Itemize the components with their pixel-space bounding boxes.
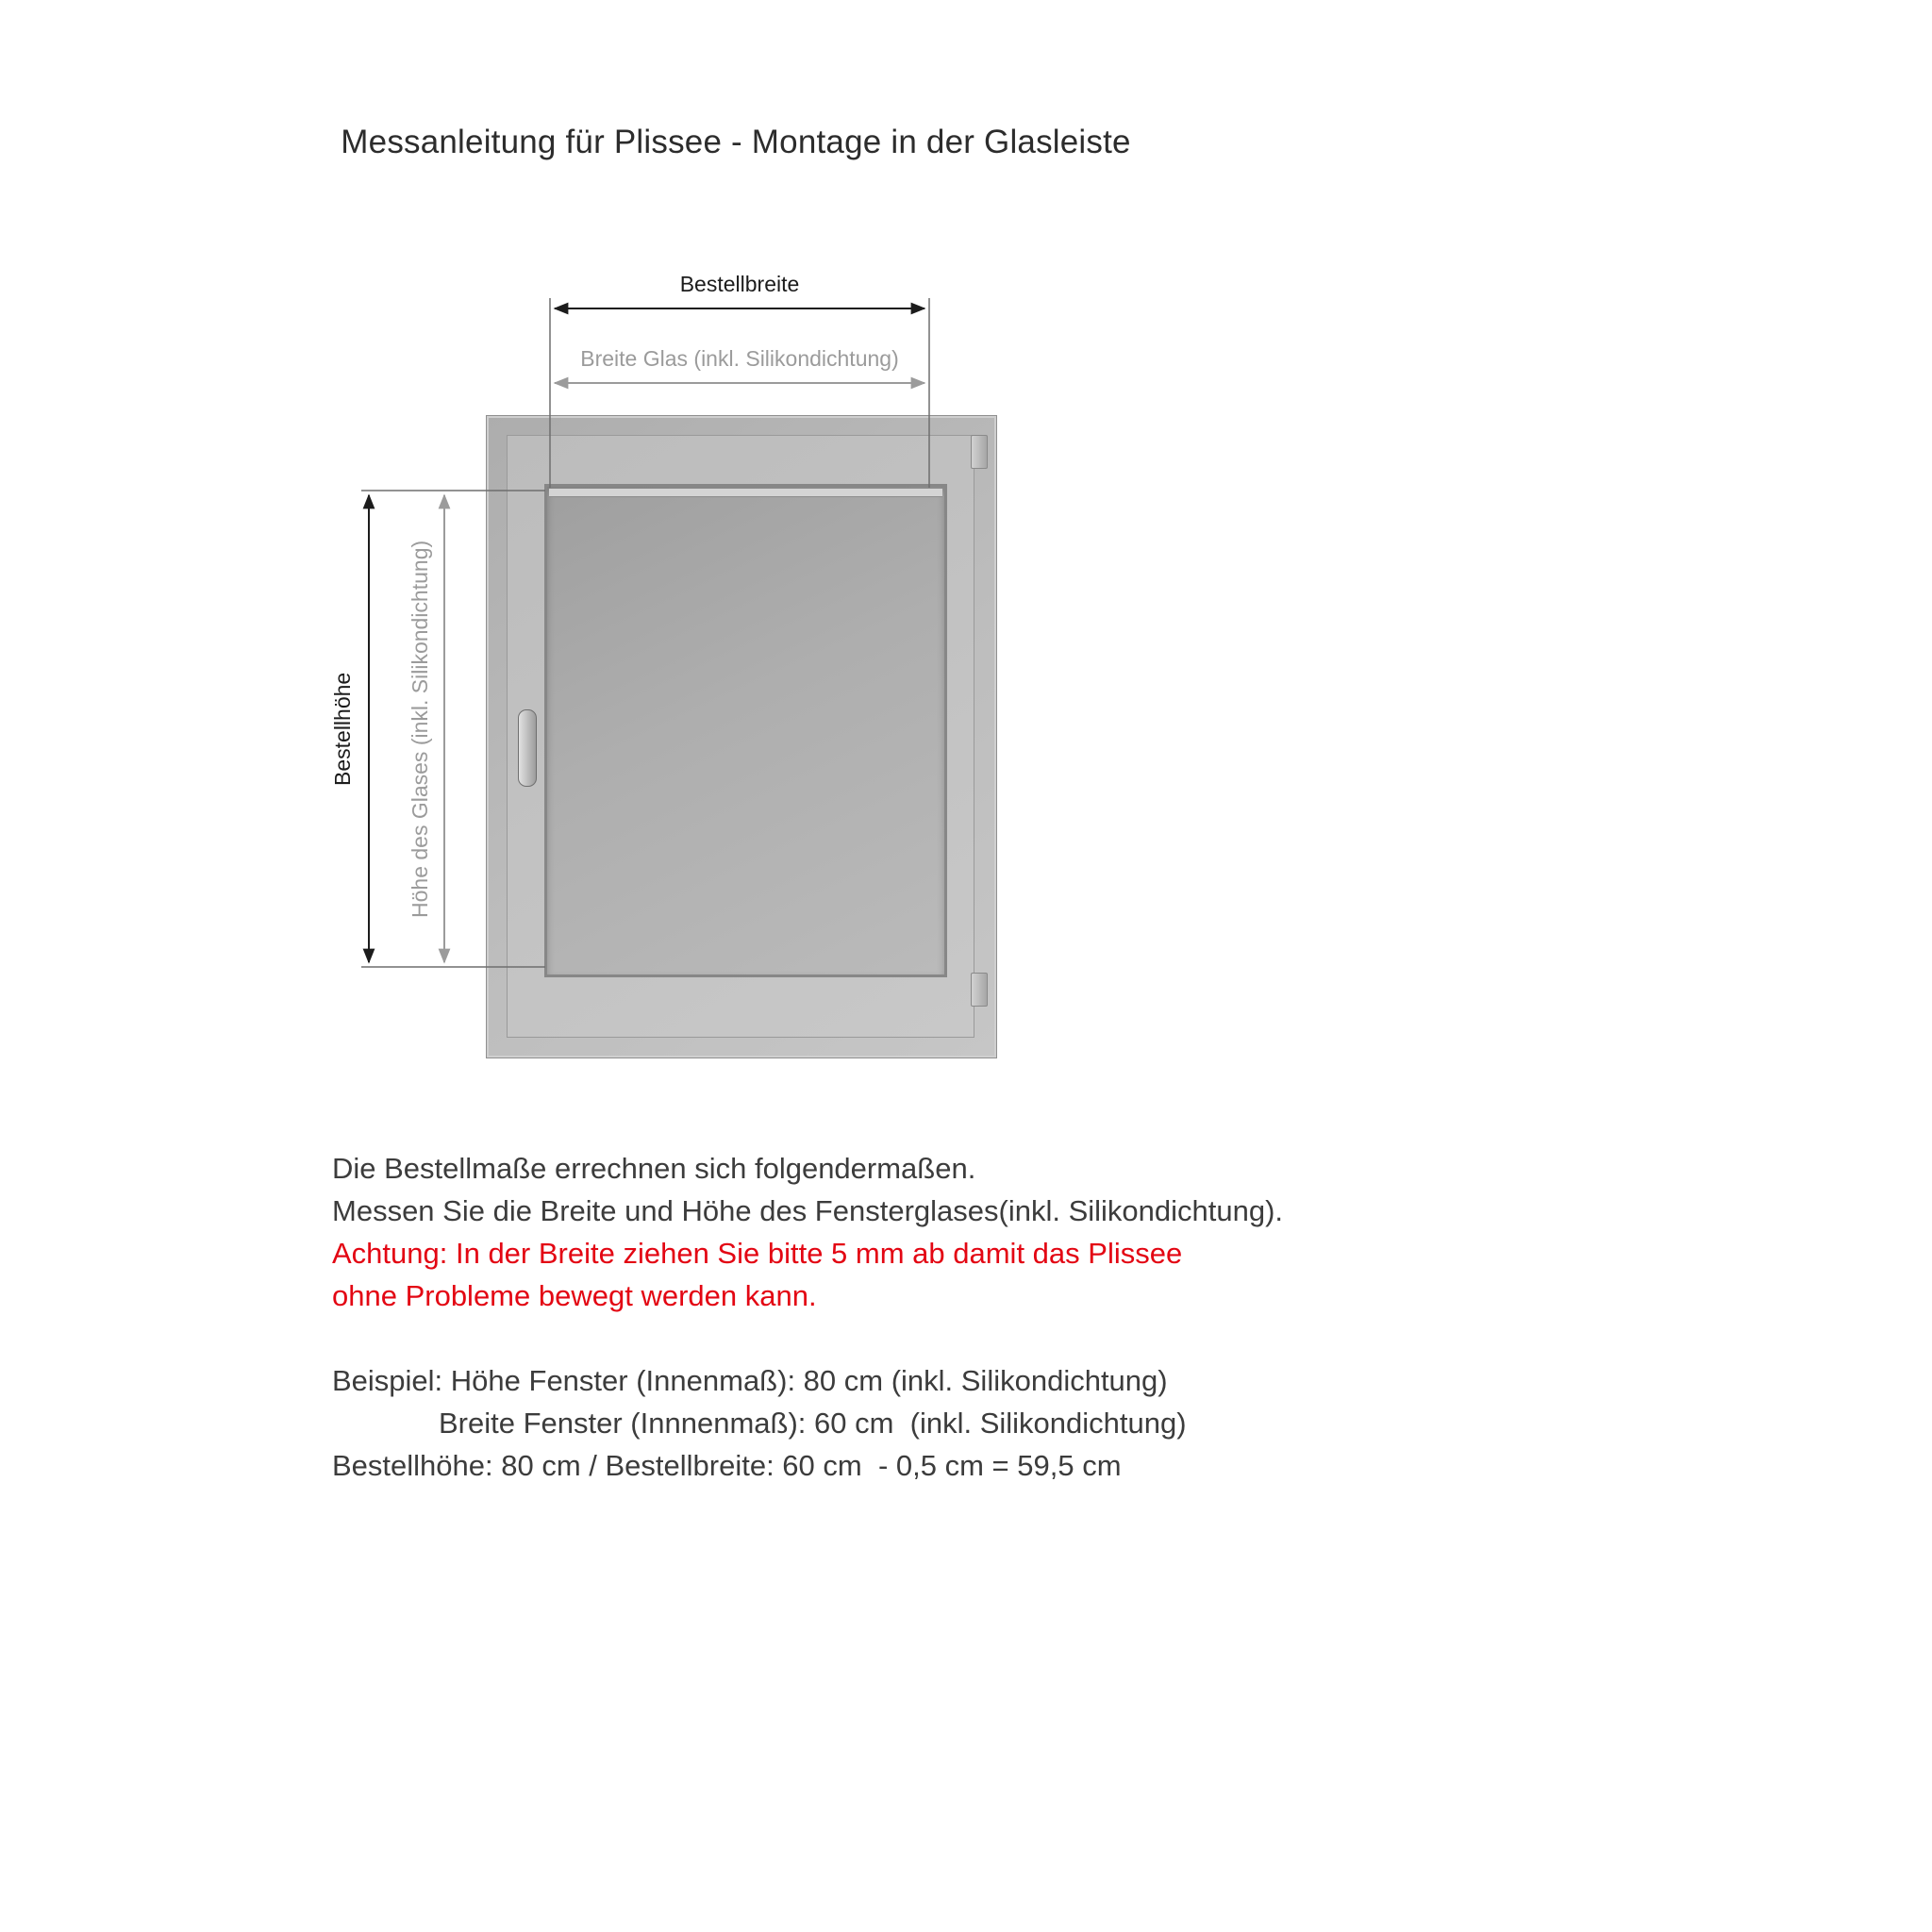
glass-height-label: Höhe des Glases (inkl. Silikondichtung): [408, 540, 432, 918]
instructions-block: [332, 1147, 1653, 1487]
window-hinge-top: [971, 435, 988, 469]
page-title: Messanleitung für Plissee - Montage in der Glasleiste: [341, 124, 1131, 160]
window-hinge-bottom: [971, 973, 988, 1007]
glass-width-label: Breite Glas (inkl. Silikondichtung): [580, 346, 899, 371]
spacer: [332, 1317, 1653, 1359]
window-glass: [544, 484, 947, 977]
window-handle: [518, 709, 537, 787]
instruction-example-line-3: Bestellhöhe: 80 cm / Bestellbreite: 60 cm - 0,5 cm = 59,5 cm: [332, 1449, 1122, 1482]
instruction-warning-line-1: Achtung: In der Breite ziehen Sie bitte 5 mm ab damit das Plissee: [332, 1237, 1183, 1270]
instruction-example-line-2: Breite Fenster (Innnenmaß): 60 cm (inkl. Silikondichtung): [439, 1407, 1187, 1440]
order-width-label: Bestellbreite: [679, 272, 800, 296]
instruction-warning-line-2: ohne Probleme bewegt werden kann.: [332, 1279, 817, 1312]
order-height-label: Bestellhöhe: [330, 672, 355, 786]
instruction-example-line-1: Beispiel: Höhe Fenster (Innenmaß): 80 cm (inkl. Silikondichtung): [332, 1364, 1168, 1397]
glass-top-rail: [549, 489, 942, 497]
instruction-intro-line-1: Die Bestellmaße errechnen sich folgendermaßen.: [332, 1152, 976, 1185]
instruction-intro-line-2: Messen Sie die Breite und Höhe des Fensterglases(inkl. Silikondichtung).: [332, 1194, 1284, 1227]
